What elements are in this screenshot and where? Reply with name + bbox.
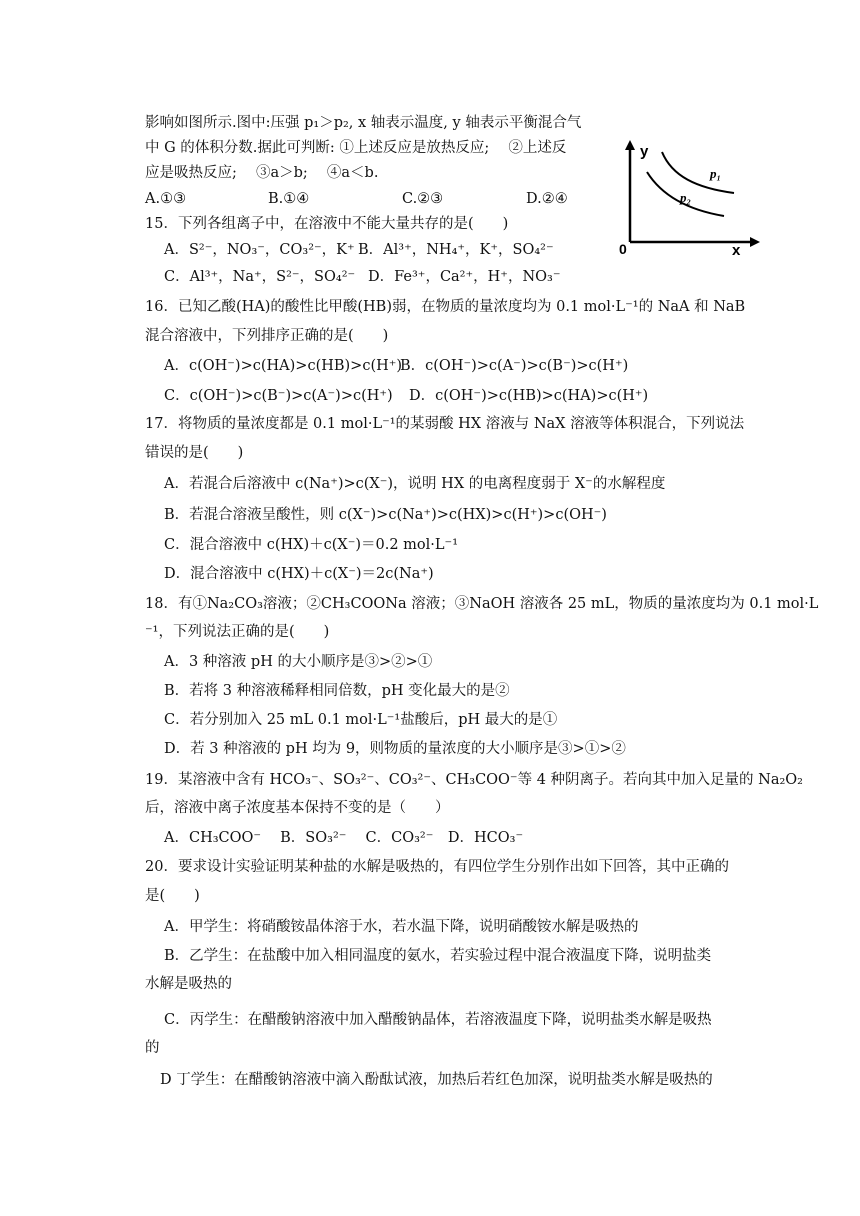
- q14-option-d: D.②④: [526, 191, 568, 207]
- q20-option-a: A．甲学生：将硝酸铵晶体溶于水，若水温下降，说明硝酸铵水解是吸热的: [164, 919, 639, 935]
- q16-option-d: D．c(OH⁻)>c(HB)>c(HA)>c(H⁺): [409, 388, 649, 404]
- q14-graph: [614, 138, 764, 258]
- q20-option-c-line-1: C．丙学生：在醋酸钠溶液中加入醋酸钠晶体，若溶液温度下降，说明盐类水解是吸热: [164, 1012, 712, 1028]
- q18-stem-2: ⁻¹，下列说法正确的是( ): [145, 624, 330, 640]
- q15-stem: 15．下列各组离子中，在溶液中不能大量共存的是( ): [145, 216, 509, 232]
- q17-option-c: C．混合溶液中 c(HX)＋c(X⁻)＝0.2 mol·L⁻¹: [164, 537, 459, 553]
- q14-option-a: A.①③: [145, 191, 187, 207]
- q18-option-a: A．3 种溶液 pH 的大小顺序是③>②>①: [164, 654, 433, 670]
- q17-option-b: B．若混合溶液呈酸性，则 c(X⁻)>c(Na⁺)>c(HX)>c(H⁺)>c(OH⁻): [164, 507, 607, 523]
- q17-option-a: A．若混合后溶液中 c(Na⁺)>c(X⁻)，说明 HX 的电离程度弱于 X⁻的水解程度: [164, 476, 666, 492]
- q18-option-b: B．若将 3 种溶液稀释相同倍数，pH 变化最大的是②: [164, 683, 510, 699]
- q15-option-d: D．Fe³⁺，Ca²⁺，H⁺，NO₃⁻: [368, 269, 561, 285]
- q17-stem-1: 17．将物质的量浓度都是 0.1 mol·L⁻¹的某弱酸 HX 溶液与 NaX 溶液等体积混合，下列说法: [145, 416, 745, 432]
- q14-line-1: 影响如图所示.图中:压强 p₁＞p₂, x 轴表示温度, y 轴表示平衡混合气: [145, 115, 582, 131]
- q20-option-c-line-2: 的: [145, 1040, 160, 1056]
- q14-line-2: 中 G 的体积分数.据此可判断: ①上述反应是放热反应; ②上述反: [145, 140, 567, 156]
- q15-option-c: C．Al³⁺，Na⁺，S²⁻，SO₄²⁻: [164, 269, 356, 285]
- q16-option-a: A．c(OH⁻)>c(HA)>c(HB)>c(H⁺): [164, 358, 403, 374]
- q19-stem-1: 19．某溶液中含有 HCO₃⁻、SO₃²⁻、CO₃²⁻、CH₃COO⁻等 4 种阴离子。若向其中加入足量的 Na₂O₂: [145, 772, 803, 788]
- q14-option-c: C.②③: [402, 191, 444, 207]
- p1-label: p₁: [710, 166, 722, 181]
- q14-option-b: B.①④: [268, 191, 310, 207]
- q15-option-a: A．S²⁻，NO₃⁻，CO₃²⁻，K⁺: [164, 242, 355, 258]
- q20-option-d: D 丁学生：在醋酸钠溶液中滴入酚酞试液，加热后若红色加深，说明盐类水解是吸热的: [160, 1072, 713, 1088]
- q18-option-d: D．若 3 种溶液的 pH 均为 9，则物质的量浓度的大小顺序是③>①>②: [164, 741, 626, 757]
- q20-option-b-line-2: 水解是吸热的: [145, 976, 232, 992]
- q20-option-b-line-1: B．乙学生：在盐酸中加入相同温度的氨水，若实验过程中混合液温度下降，说明盐类: [164, 948, 712, 964]
- q18-stem-1: 18．有①Na₂CO₃溶液；②CH₃COONa 溶液；③NaOH 溶液各 25 mL，物质的量浓度均为 0.1 mol·L: [145, 596, 819, 612]
- q18-option-c: C．若分别加入 25 mL 0.1 mol·L⁻¹盐酸后，pH 最大的是①: [164, 712, 558, 728]
- q19-stem-2: 后，溶液中离子浓度基本保持不变的是（ ）: [145, 800, 450, 816]
- q14-line-3: 应是吸热反应; ③a＞b; ④a＜b.: [145, 165, 379, 181]
- p2-label: p₂: [680, 190, 692, 205]
- y-axis-label: y: [640, 143, 649, 160]
- q16-option-b: B．c(OH⁻)>c(A⁻)>c(B⁻)>c(H⁺): [400, 358, 629, 374]
- q19-options: A．CH₃COO⁻ B．SO₃²⁻ C．CO₃²⁻ D．HCO₃⁻: [164, 830, 524, 846]
- q20-stem-2: 是( ): [145, 888, 200, 904]
- y-axis-arrow: [625, 140, 635, 150]
- p1-curve: [662, 152, 734, 193]
- q16-stem-1: 16．已知乙酸(HA)的酸性比甲酸(HB)弱，在物质的量浓度均为 0.1 mol·L⁻¹的 NaA 和 NaB: [145, 299, 746, 315]
- q17-option-d: D．混合溶液中 c(HX)＋c(X⁻)＝2c(Na⁺): [164, 566, 434, 582]
- origin-label: 0: [619, 241, 627, 257]
- q20-stem-1: 20．要求设计实验证明某种盐的水解是吸热的，有四位学生分别作出如下回答，其中正确的: [145, 859, 729, 875]
- x-axis-arrow: [750, 237, 760, 247]
- q17-stem-2: 错误的是( ): [145, 445, 244, 461]
- x-axis-label: x: [732, 242, 741, 258]
- q16-stem-2: 混合溶液中，下列排序正确的是( ): [145, 328, 389, 344]
- q15-option-b: B．Al³⁺，NH₄⁺，K⁺，SO₄²⁻: [358, 242, 554, 258]
- q16-option-c: C．c(OH⁻)>c(B⁻)>c(A⁻)>c(H⁺): [164, 388, 393, 404]
